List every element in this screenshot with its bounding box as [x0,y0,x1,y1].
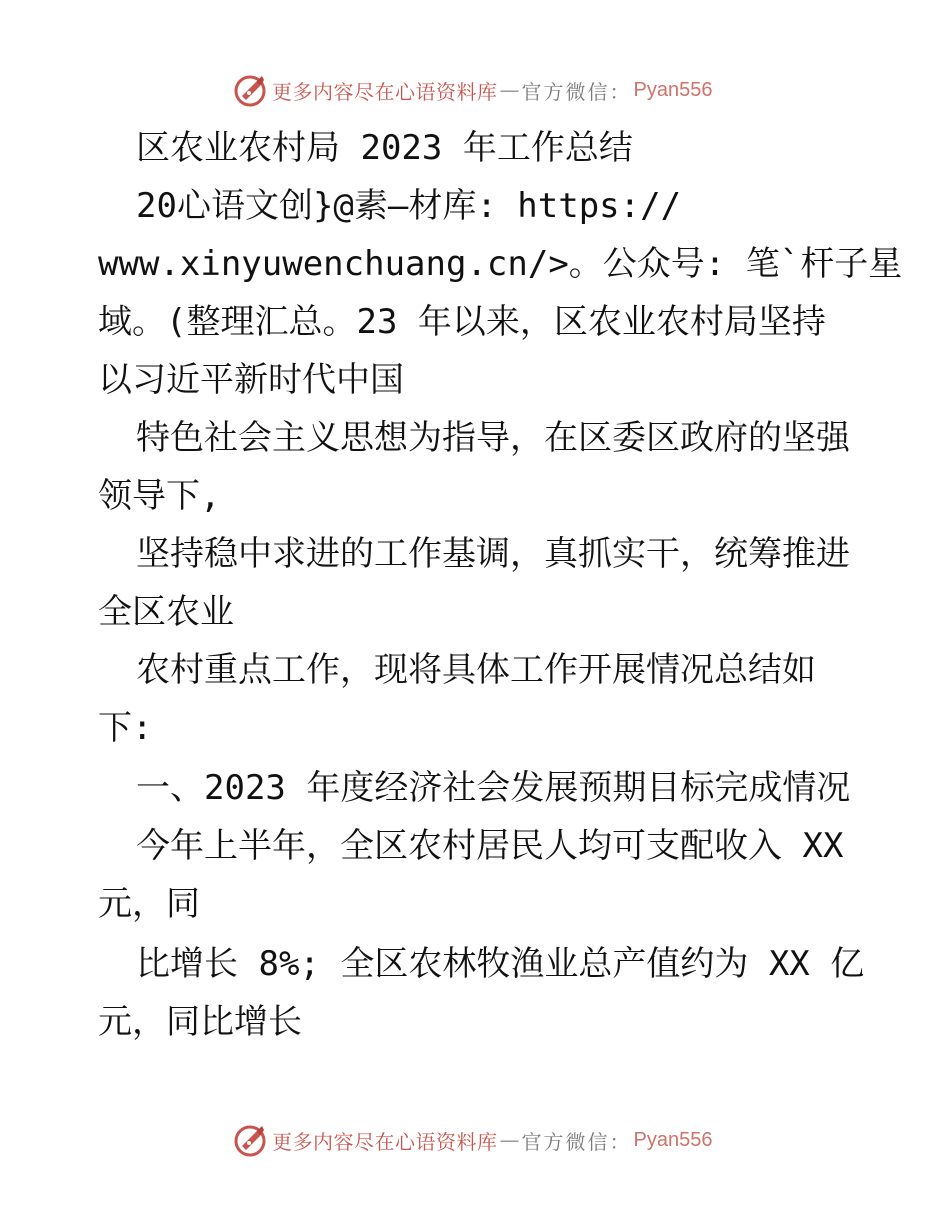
document-line: 农村重点工作，现将具体工作开展情况总结如 [136,650,816,690]
banner-separator: — [499,78,520,102]
pen-nib-circle-icon [232,1122,268,1158]
document-line: 以习近平新时代中国 [98,360,404,400]
document-line: 下: [98,708,153,748]
banner-site-text: 更多内容尽在心语资料库 [272,79,498,104]
document-line: 特色社会主义思想为指导，在区委区政府的坚强 [136,418,850,458]
banner-official-label: 官方微信： [521,79,632,104]
pen-nib-circle-icon [232,72,268,108]
banner-separator: — [499,1128,520,1152]
document-line: 域。(整理汇总。23 年以来，区农业农村局坚持 [98,302,826,342]
document-line: 全区农业 [98,592,234,632]
document-line: 元，同比增长 [98,1002,302,1042]
header-banner [232,70,712,110]
section-heading: 一、2023 年度经济社会发展预期目标完成情况 [136,768,851,808]
document-line: 领导下, [98,476,221,516]
banner-wechat-id: Pyan556 [633,78,713,101]
document-line: 元，同 [98,884,200,924]
document-line: www.xinyuwenchuang.cn/>。公众号: 笔`杆子星 [98,244,903,284]
banner-wechat-id: Pyan556 [633,1128,713,1151]
footer-banner [232,1120,712,1160]
document-line: 20心语文创}@素—材库: https:// [136,186,682,226]
document-line: 比增长 8%; 全区农林牧渔业总产值约为 XX 亿 [136,944,865,984]
banner-official-label: 官方微信： [521,1129,632,1154]
document-line: 坚持稳中求进的工作基调，真抓实干，统筹推进 [136,534,850,574]
document-line: 今年上半年，全区农村居民人均可支配收入 XX [136,826,844,866]
document-title-line: 区农业农村局 2023 年工作总结 [136,128,633,168]
banner-site-text: 更多内容尽在心语资料库 [272,1129,498,1154]
